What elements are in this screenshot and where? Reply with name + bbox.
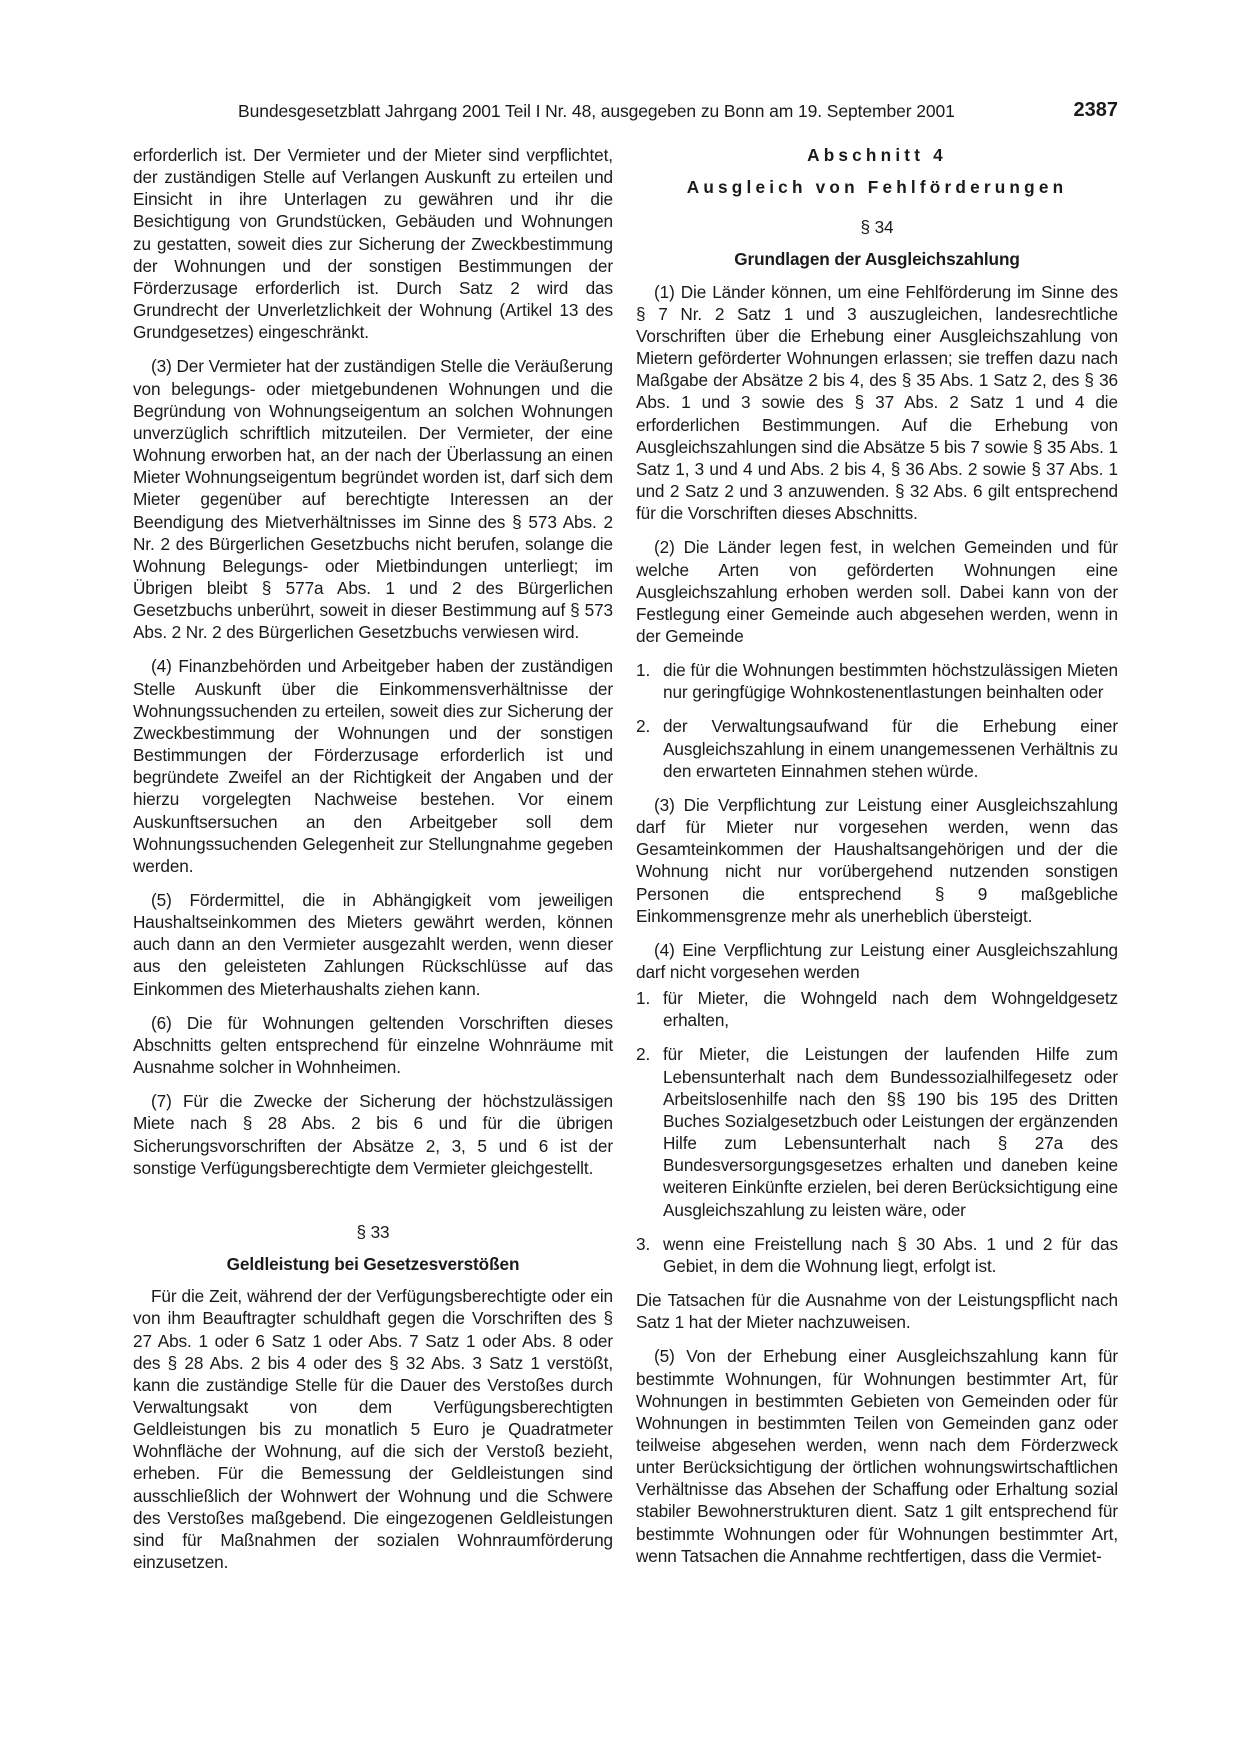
- paragraph-7: (7) Für die Zwecke der Sicherung der höchstzulässigen Miete nach § 28 Abs. 2 bis 6 und für die übrigen Sicherungsvorschriften der Absätze 2, 3, 5 und 6 ist der sonstige Verfügungsberechtigte dem Vermieter gleichgestellt.: [133, 1091, 613, 1178]
- section-33-number: § 33: [356, 1221, 390, 1242]
- page-number: 2387: [1073, 99, 1118, 121]
- paragraph-2: (2) Die Länder legen fest, in welchen Gemeinden und für welche Arten von geförderten Wohnungen eine Ausgleichszahlung erhoben werden soll. Dabei kann von der Festlegung einer Gemeinde auch abgesehen werden, wenn in der Gemeinde: [636, 537, 1118, 646]
- section-33-title: Geldleistung bei Gesetzesverstößen: [226, 1254, 520, 1275]
- list-paragraph-4: [636, 987, 1118, 1277]
- list-item: 1. die für die Wohnungen bestimmten höchstzulässigen Mieten nur geringfügige Wohnkostenentlastungen beinhalten oder: [636, 660, 1118, 703]
- section-33-text: Für die Zeit, während der der Verfügungsberechtigte oder ein von ihm Beauftragter schuldhaft gegen die Vorschriften des § 27 Abs. 1 oder 6 Satz 1 oder Abs. 7 Satz 1 oder Abs. 8 oder des § 28 Abs. 2 bis 4 oder des § 32 Abs. 3 Satz 1 verstößt, kann die zuständige Stelle für die Dauer des Verstoßes durch Verwaltungsakt von dem Verfügungsberechtigten Geldleistungen bis zu monatlich 5 Euro je Quadratmeter Wohnfläche der Wohnung, auf die sich der Verstoß bezieht, erheben. Für die Bemessung der Geldleistungen sind ausschließlich der Wohnwert der Wohnung und die Schwere des Verstoßes maßgebend. Die eingezogenen Geldleistungen sind für Maßnahmen der sozialen Wohnraumförderung einzusetzen.: [133, 1286, 613, 1573]
- list-item: 1. für Mieter, die Wohngeld nach dem Wohngeldgesetz erhalten,: [636, 988, 1118, 1031]
- paragraph-1: (1) Die Länder können, um eine Fehlförderung im Sinne des § 7 Nr. 2 Satz 1 und 3 auszugleichen, landesrechtliche Vorschriften über die Erhebung einer Ausgleichszahlung von Mietern geförderter Wohnungen erlassen; sie treffen dazu nach Maßgabe der Absätze 2 bis 4, des § 35 Abs. 1 Satz 2, des § 36 Abs. 1 und 3 sowie des § 37 Abs. 2 Satz 1 und 4 die erforderlichen Bestimmungen. Auf die Erhebung von Ausgleichszahlungen sind die Absätze 5 bis 7 sowie § 35 Abs. 1 Satz 1, 3 und 4 und Abs. 2 bis 4, § 36 Abs. 2 sowie § 37 Abs. 1 und 2 Satz 2 und 3 anzuwenden. § 32 Abs. 6 gilt entsprechend für die Vorschriften dieses Abschnitts.: [636, 281, 1118, 524]
- paragraph-4-conclusion: Die Tatsachen für die Ausnahme von der Leistungspflicht nach Satz 1 hat der Mieter nachzuweisen.: [636, 1290, 1118, 1333]
- section-34-title: Grundlagen der Ausgleichszahlung: [734, 249, 1020, 270]
- paragraph-4: (4) Eine Verpflichtung zur Leistung einer Ausgleichszahlung darf nicht vorgesehen werden: [636, 939, 1118, 982]
- list-item: 3. wenn eine Freistellung nach § 30 Abs. 1 und 2 für das Gebiet, in dem die Wohnung liegt, erfolgt ist.: [636, 1233, 1118, 1276]
- paragraph-3: (3) Der Vermieter hat der zuständigen Stelle die Veräußerung von belegungs- oder mietgebundenen Wohnungen und die Begründung von Wohnungseigentum an solchen Wohnungen unverzüglich schriftlich mitzuteilen. Der Vermieter, der eine Wohnung erworben hat, an der nach der Überlassung an einen Mieter Wohnungseigentum begründet worden ist, darf sich dem Mieter gegenüber auf berechtigte Interessen an der Beendigung des Mietverhältnisses im Sinne des § 573 Abs. 2 Nr. 2 des Bürgerlichen Gesetzbuchs nicht berufen, solange die Wohnung Belegungs- oder Mietbindungen unterliegt; im Übrigen bleibt § 577a Abs. 1 und 2 des Bürgerlichen Gesetzbuchs unberührt, soweit in dieser Bestimmung auf § 573 Abs. 2 Nr. 2 des Bürgerlichen Gesetzbuchs verwiesen wird.: [133, 356, 613, 643]
- paragraph-6: (6) Die für Wohnungen geltenden Vorschriften dieses Abschnitts gelten entsprechend für einzelne Wohnräume mit Ausnahme solcher in Wohnheimen.: [133, 1012, 613, 1078]
- list-paragraph-2: [636, 659, 1118, 782]
- list-item: 2. der Verwaltungsaufwand für die Erhebung einer Ausgleichszahlung in einem unangemessenen Verhältnis zu den erwarteten Einnahmen stehen würde.: [636, 716, 1118, 781]
- page-header: [238, 101, 1118, 129]
- left-column: [133, 144, 613, 1573]
- section-heading: Abschnitt 4: [807, 145, 947, 165]
- paragraph-4: (4) Finanzbehörden und Arbeitgeber haben der zuständigen Stelle Auskunft über die Einkommensverhältnisse der Wohnungssuchenden zu erteilen, soweit dies zur Sicherung der Zweckbestimmung der Wohnungen und der sonstigen Bestimmungen der Förderzusage erforderlich ist und begründete Zweifel an der Richtigkeit der Angaben und der hierzu vorgelegten Nachweise bestehen. Vor einem Auskunftsersuchen an den Arbeitgeber soll dem Wohnungssuchenden Gelegenheit zur Stellungnahme gegeben werden.: [133, 656, 613, 876]
- header-title: Bundesgesetzblatt Jahrgang 2001 Teil I Nr. 48, ausgegeben zu Bonn am 19. September 2001: [238, 101, 955, 121]
- paragraph-5: (5) Von der Erhebung einer Ausgleichszahlung kann für bestimmte Wohnungen, für Wohnungen bestimmter Art, für Wohnungen in bestimmten Gebieten von Gemeinden oder für Wohnungen in bestimmten Teilen von Gemeinden ganz oder teilweise abgesehen werden, wenn nach dem Förderzweck unter Berücksichtigung der örtlichen wohnungswirtschaftlichen Verhältnisse das Absehen der Schaffung oder Erhaltung sozial stabiler Bewohnerstrukturen dient. Satz 1 gilt entsprechend für bestimmte Wohnungen oder für Wohnungen bestimmter Art, wenn Tatsachen die Annahme rechtfertigen, dass die Vermiet-: [636, 1346, 1118, 1566]
- list-item: 2. für Mieter, die Leistungen der laufenden Hilfe zum Lebensunterhalt nach dem Bundessozialhilfegesetz oder Arbeitslosenhilfe nach den §§ 190 bis 195 des Dritten Buches Sozialgesetzbuch oder Leistungen der ergänzenden Hilfe zum Lebensunterhalt nach § 27a des Bundesversorgungsgesetzes erhalten und daneben keine weiteren Einkünfte erzielen, bei deren Berücksichtigung eine Ausgleichszahlung zu leisten wäre, oder: [636, 1044, 1118, 1220]
- section-34-number: § 34: [860, 217, 894, 238]
- paragraph-5: (5) Fördermittel, die in Abhängigkeit vom jeweiligen Haushaltseinkommen des Mieters gewährt werden, können auch dann an den Vermieter ausgezahlt werden, wenn dieser aus den geleisteten Zahlungen Rückschlüsse auf das Einkommen des Mieterhaushalts ziehen kann.: [133, 890, 613, 999]
- left-paragraph-continued: erforderlich ist. Der Vermieter und der Mieter sind verpflichtet, der zuständigen Stelle auf Verlangen Auskunft zu erteilen und Einsicht in ihre Unterlagen zu gewähren und ihr die Besichtigung von Grundstücken, Gebäuden und Wohnungen zu gestatten, soweit dies zur Sicherung der Zweckbestimmung der Wohnungen und der sonstigen Bestimmungen der Förderzusage erforderlich ist. Durch Satz 2 wird das Grundrecht der Unverletzlichkeit der Wohnung (Artikel 13 des Grundgesetzes) eingeschränkt.: [133, 145, 613, 343]
- section-title: Ausgleich von Fehlförderungen: [686, 177, 1068, 198]
- right-column: [636, 144, 1118, 1567]
- paragraph-3: (3) Die Verpflichtung zur Leistung einer Ausgleichszahlung darf für Mieter nur vorgesehen werden, wenn das Gesamteinkommen der Haushaltsangehörigen und der die Wohnung nicht nur vorübergehend nutzenden sonstigen Personen die entsprechend § 9 maßgebliche Einkommensgrenze mehr als unerheblich übersteigt.: [636, 794, 1118, 926]
